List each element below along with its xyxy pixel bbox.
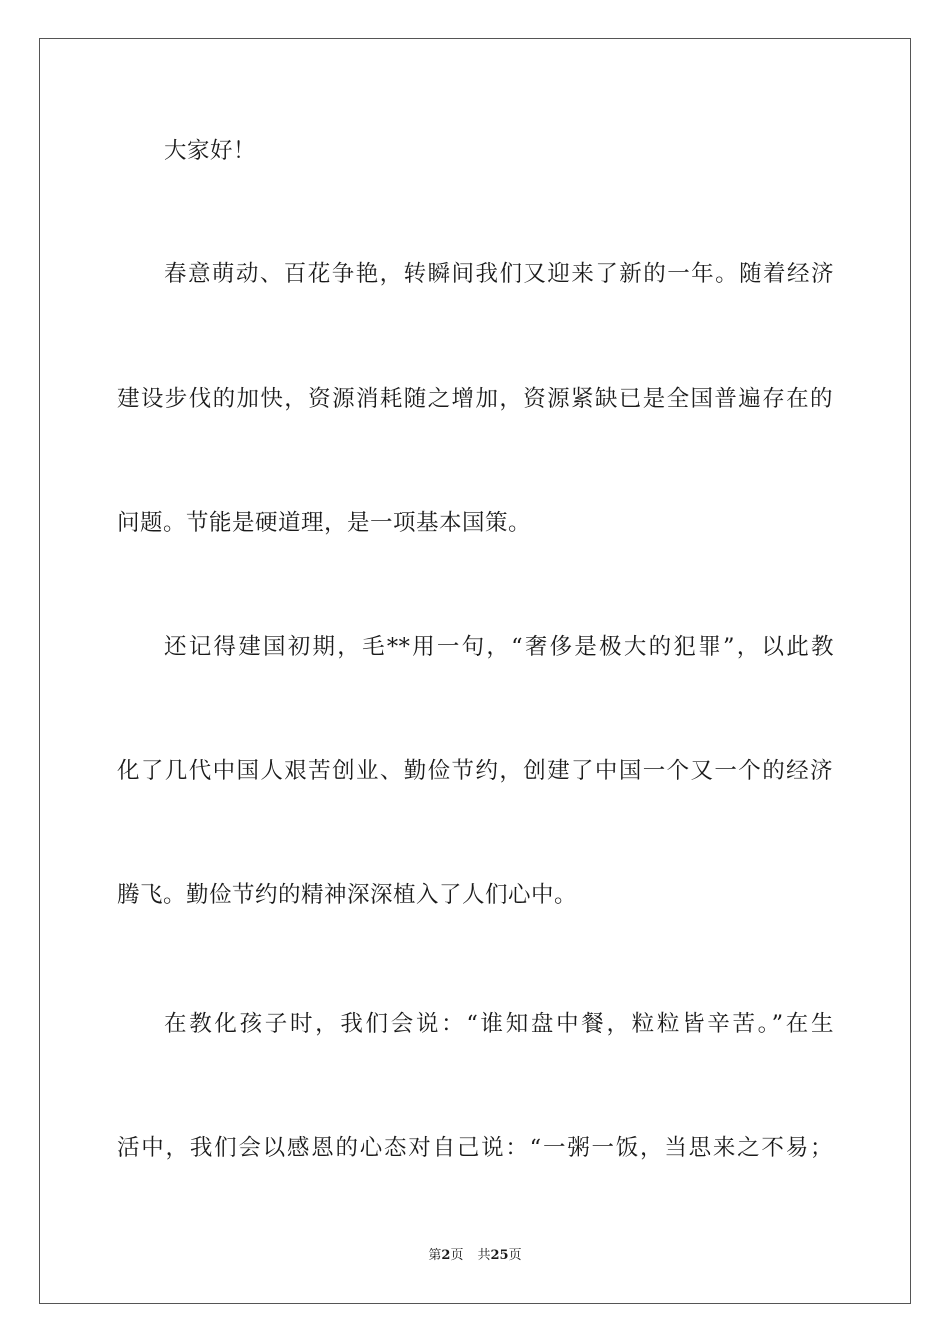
paragraph-2-line-2: 化了几代中国人艰苦创业、勤俭节约，创建了中国一个又一个的经济	[117, 758, 833, 784]
page-suffix: 页	[450, 1248, 464, 1263]
total-prefix: 共	[477, 1248, 491, 1263]
total-suffix: 页	[508, 1248, 522, 1263]
page-prefix: 第	[428, 1248, 442, 1263]
total-pages: 25	[490, 1248, 509, 1263]
paragraph-3-line-2: 活中，我们会以感恩的心态对自己说：“一粥一饭，当思来之不易；	[117, 1135, 833, 1161]
paragraph-3-line-1: 在教化孩子时，我们会说：“谁知盘中餐，粒粒皆辛苦。”在生	[164, 1011, 834, 1037]
page-number: 2	[441, 1248, 451, 1263]
paragraph-1-line-3: 问题。节能是硬道理，是一项基本国策。	[117, 510, 532, 536]
page-border	[39, 38, 911, 1304]
paragraph-1-line-1: 春意萌动、百花争艳，转瞬间我们又迎来了新的一年。随着经济	[164, 261, 834, 287]
paragraph-2-line-3: 腾飞。勤俭节约的精神深深植入了人们心中。	[117, 882, 578, 908]
paragraph-2-line-1: 还记得建国初期，毛**用一句，“奢侈是极大的犯罪”，以此教	[164, 634, 834, 660]
page-footer	[0, 1247, 950, 1265]
paragraph-1-line-2: 建设步伐的加快，资源消耗随之增加，资源紧缺已是全国普遍存在的	[117, 386, 833, 412]
greeting-line: 大家好！	[164, 138, 257, 164]
